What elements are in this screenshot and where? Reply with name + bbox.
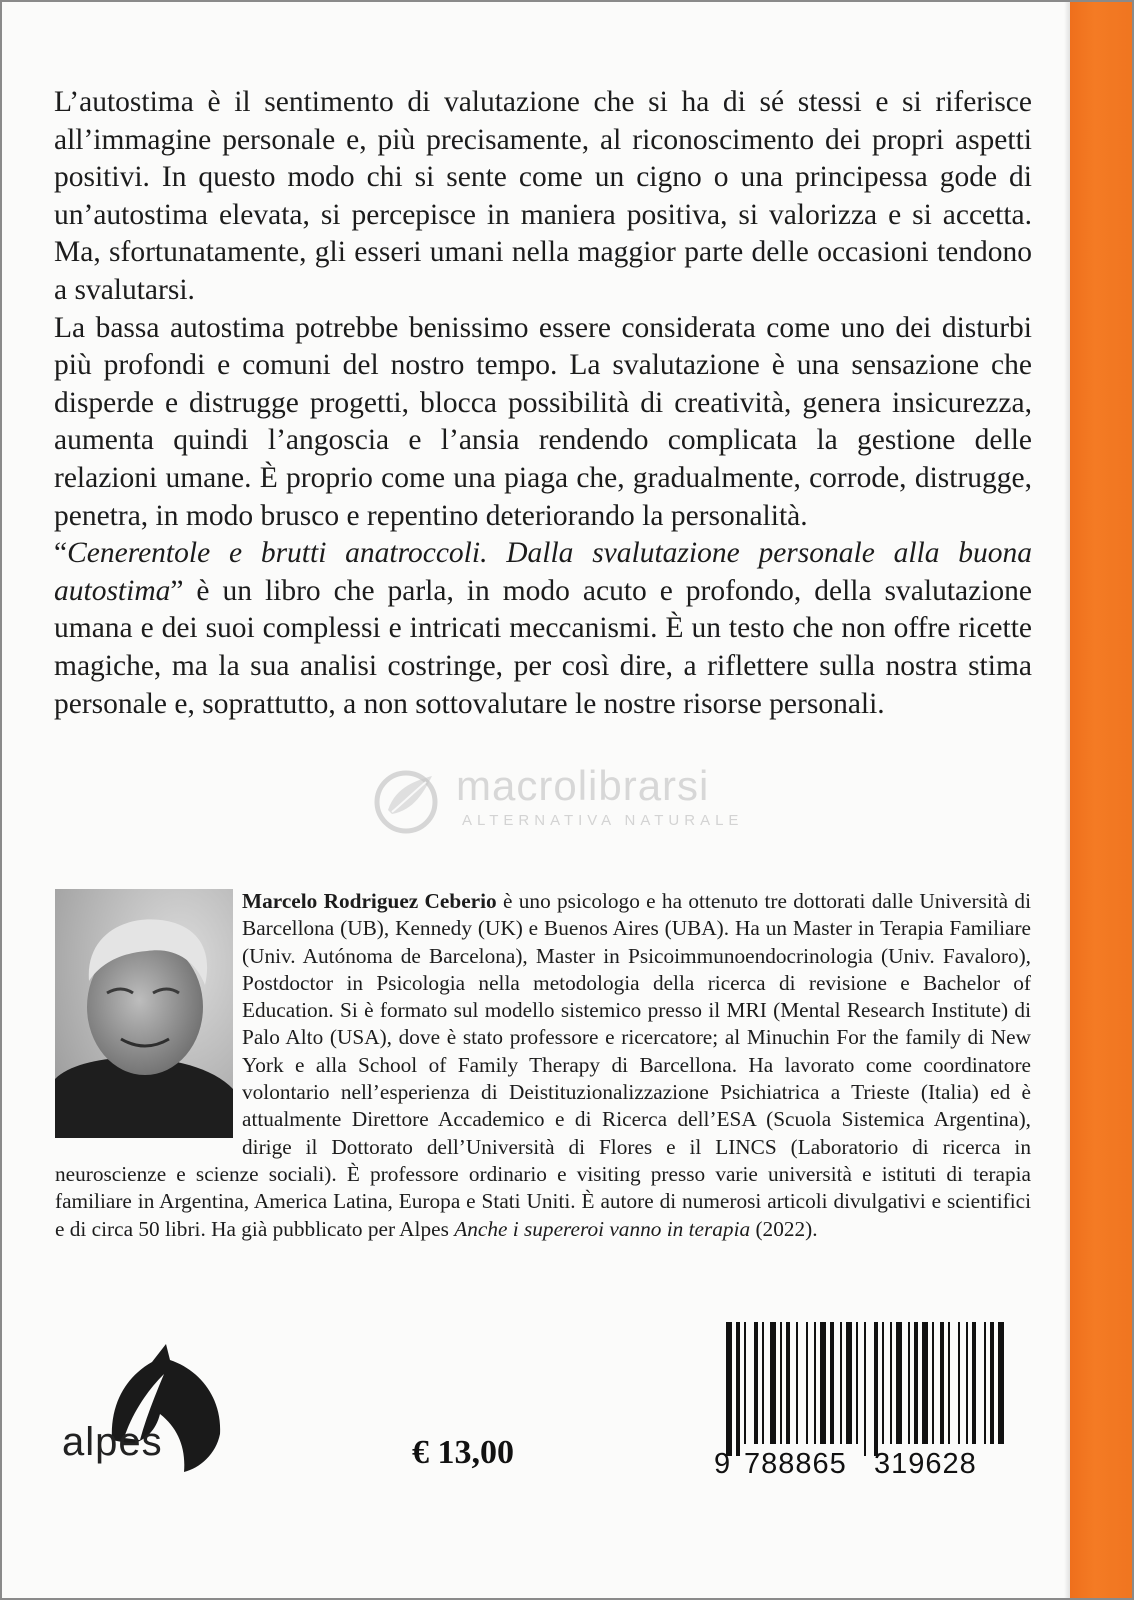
barcode-bar	[908, 1322, 910, 1444]
barcode-bar	[932, 1322, 934, 1444]
barcode-bar	[890, 1322, 892, 1444]
barcode-bar	[856, 1322, 858, 1444]
barcode-bar	[914, 1322, 918, 1444]
barcode-bar	[814, 1322, 816, 1444]
watermark-tagline: ALTERNATIVA NATURALE	[462, 812, 744, 829]
barcode-icon	[722, 1322, 1012, 1456]
barcode-bar	[966, 1322, 968, 1444]
bio-text-1: è uno psicologo e ha ottenuto tre dottorati dalle Università di Barcellona (UB), Kennedy (UK) e Buenos Aires (UBA). Ha un Master in Terapia Familiare (Univ. Autónoma de Barcelona), Master in Psicoimmunoendocrinologia (Univ. Favaloro), Postdoctor in Psicologia nella metodologia della ricerca di revisione e Bachelor of Education. Si è formato sul modello sistemico presso il MRI (Mental Research Institute) di Palo Alto (USA), dove è stato professore e ricercatore; al Minuchin For the family di New York e alla School of Family Therapy di Barcellona. Ha lavorato come coordinatore volontario nell’esperienza di Deistituzionalizzazione Psichiatrica a Trieste (Italia) ed è attualmente Direttore Accademico e di Ricerca dell’ESA (Scuola Sistemica Argentina), dirige il Dottorato dell’Università di Flores e il LINCS (Laboratorio di ricerca in neuroscienze e scienze sociali). È professore ordinario e visiting presso varie università e istituti di terapia familiare in Argentina, America Latina, Europa e Stati Uniti. È autore di numerosi articoli divulgativi e scientifici e di circa 50 libri. Ha già pubblicato per Alpes	[55, 889, 1031, 1241]
publisher-name: alpes	[62, 1420, 163, 1464]
blurb-paragraph-3	[54, 535, 1032, 723]
blurb-paragraph-1: L’autostima è il sentimento di valutazione che si ha di sé stessi e si riferisce all’immagine personale e, più precisamente, al riconoscimento dei propri aspetti positivi. In questo modo chi si sente come un cigno o una principessa gode di un’autostima elevata, si percepisce in maniera positiva, si valorizza e si accetta. Ma, sfortunatamente, gli esseri umani nella maggior parte delle occasioni tendono a svalutarsi.	[54, 86, 1032, 306]
isbn-last-digits: 319628	[874, 1448, 977, 1480]
barcode-bar	[726, 1322, 732, 1456]
barcode-bar	[864, 1322, 866, 1456]
blurb-paragraph-3-rest: ” è un libro che parla, in modo acuto e profondo, della svalutazione umana e dei suoi complessi e intricati meccanismi. È un testo che non offre ricette magiche, ma la sua analisi costringe, per così dire, a riflettere sulla nostra stima personale e, soprattutto, a non sottovalutare le nostre risorse personali.	[54, 574, 1032, 720]
barcode-bar	[806, 1322, 808, 1444]
barcode-bar	[744, 1322, 746, 1444]
barcode-bar	[820, 1322, 826, 1444]
author-name: Marcelo Rodriguez Ceberio	[242, 889, 497, 913]
barcode-bar	[874, 1322, 878, 1456]
blurb-paragraph-2: La bassa autostima potrebbe benissimo essere considerata come uno dei disturbi più profondi e comuni del nostro tempo. La svalutazione è una sensazione che disperde e distrugge progetti, blocca possibilità di creatività, genera insicurezza, aumenta quindi l’angoscia e l’ansia rendendo complicata la gestione delle relazioni umane. È proprio come una piaga che, gradualmente, corrode, distrugge, penetra, in modo brusco e repentino deteriorando la personalità.	[54, 311, 1032, 532]
open-quote: “	[54, 537, 68, 570]
bio-text-2: (2022).	[750, 1216, 818, 1241]
barcode-bar	[972, 1322, 976, 1444]
leaf-logo-icon	[370, 766, 444, 836]
barcode-bar	[948, 1322, 950, 1444]
isbn-middle-digits: 788865	[744, 1448, 847, 1480]
barcode-bar	[762, 1322, 764, 1444]
barcode-bar	[786, 1322, 790, 1444]
blurb-text	[54, 84, 1032, 723]
barcode-bar	[840, 1322, 842, 1444]
barcode-bar	[770, 1322, 776, 1444]
barcode-bar	[940, 1322, 944, 1444]
barcode-bar	[736, 1322, 740, 1456]
previous-book-title: Anche i supereroi vanno in terapia	[454, 1216, 751, 1241]
barcode-bar	[846, 1322, 852, 1444]
barcode-bar	[796, 1322, 798, 1444]
watermark-name: macrolibrarsi	[456, 762, 710, 809]
barcode-bar	[896, 1322, 902, 1444]
photo-spacer	[55, 888, 242, 1138]
spine-shadow	[1064, 2, 1070, 1598]
watermark	[370, 760, 770, 840]
barcode-bar	[830, 1322, 834, 1444]
isbn-first-digit: 9	[714, 1448, 732, 1480]
barcode-bar	[998, 1322, 1004, 1444]
barcode-bar	[922, 1322, 928, 1444]
book-title: Cenerentole e brutti anatroccoli. Dalla svalutazione personale alla buona autostima	[54, 537, 1032, 607]
barcode-bar	[882, 1322, 884, 1444]
orange-spine	[1070, 2, 1132, 1598]
price: € 13,00	[412, 1434, 514, 1471]
barcode-bar	[754, 1322, 758, 1444]
barcode-bar	[958, 1322, 960, 1444]
barcode-bar	[780, 1322, 782, 1444]
barcode-bar	[984, 1322, 986, 1444]
barcode-bar	[990, 1322, 994, 1444]
author-bio	[55, 888, 1031, 1243]
